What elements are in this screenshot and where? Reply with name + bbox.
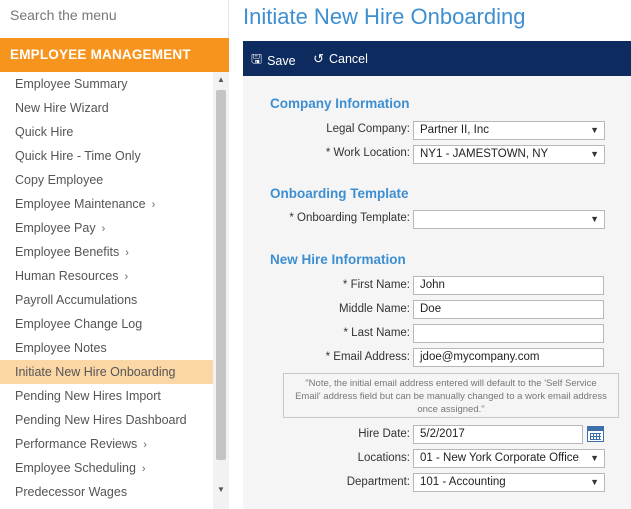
scroll-thumb[interactable]	[216, 90, 226, 460]
chevron-right-icon: ›	[125, 247, 129, 259]
sidebar-item-new-hire-wizard[interactable]	[0, 96, 213, 120]
undo-icon: ↺	[313, 51, 324, 66]
middle-name-field[interactable]: Doe	[413, 300, 604, 319]
email-note: "Note, the initial email address entered will default to the 'Self Service Email' address field but can be manually changed to a work email address once assigned."	[283, 373, 619, 418]
calendar-icon[interactable]	[587, 426, 604, 442]
last-name-label: * Last Name:	[343, 327, 410, 339]
sidebar-item-label: Employee Summary	[15, 77, 128, 91]
scroll-down-arrow-icon[interactable]: ▼	[217, 485, 225, 494]
locations-select[interactable]	[413, 449, 605, 468]
sidebar-item-label: Employee Change Log	[15, 317, 143, 331]
save-button[interactable]	[251, 50, 296, 72]
sidebar-item-label: Employee Scheduling	[15, 461, 136, 475]
floppy-disk-icon: 🖫	[251, 51, 263, 66]
sidebar-item-predecessor-wages[interactable]	[0, 480, 213, 504]
chevron-right-icon: ›	[143, 439, 147, 451]
sidebar-item-label: Copy Employee	[15, 173, 104, 187]
scroll-up-arrow-icon[interactable]: ▲	[217, 75, 225, 84]
section-header-employee-management[interactable]: EMPLOYEE MANAGEMENT	[0, 38, 229, 72]
first-name-label: * First Name:	[342, 279, 410, 291]
sidebar-item-employee-pay[interactable]	[0, 216, 213, 240]
legal-company-label: Legal Company:	[326, 123, 410, 135]
chevron-right-icon: ›	[151, 199, 156, 211]
caret-down-icon: ▼	[590, 477, 599, 487]
sidebar-menu	[0, 72, 213, 509]
sidebar-item-label: Employee Benefits	[15, 245, 120, 259]
legal-company-value: Partner II, Inc	[420, 124, 490, 136]
cancel-button[interactable]	[313, 51, 368, 67]
sidebar-item-label: Pending New Hires Dashboard	[15, 413, 187, 427]
email-address-label: * Email Address:	[325, 351, 410, 363]
save-label: Save	[267, 54, 296, 68]
onboarding-form	[243, 76, 631, 509]
section-title-company-information: Company Information	[270, 96, 410, 111]
page-title: Initiate New Hire Onboarding	[243, 4, 526, 29]
caret-down-icon: ▼	[590, 214, 599, 224]
section-title-new-hire-information: New Hire Information	[270, 252, 406, 267]
sidebar-item-employee-notes[interactable]	[0, 336, 213, 360]
sidebar-item-pending-new-hires-dashboard[interactable]	[0, 408, 213, 432]
main-content	[243, 0, 631, 509]
onboarding-template-label: * Onboarding Template:	[289, 212, 410, 224]
sidebar-item-label: Human Resources	[15, 269, 119, 283]
sidebar-item-label: Employee Maintenance	[15, 197, 146, 211]
legal-company-select[interactable]	[413, 121, 605, 140]
sidebar-item-label: Quick Hire - Time Only	[15, 149, 141, 163]
sidebar-item-initiate-new-hire-onboarding[interactable]	[0, 360, 213, 384]
sidebar-item-quick-hire[interactable]	[0, 120, 213, 144]
sidebar-item-label: Predecessor Wages	[15, 485, 128, 499]
sidebar-item-employee-change-log[interactable]	[0, 312, 213, 336]
department-value: 101 - Accounting	[420, 476, 506, 488]
first-name-field[interactable]: John	[413, 276, 604, 295]
department-label: Department:	[346, 476, 410, 488]
sidebar-item-label: Pending New Hires Import	[15, 389, 161, 403]
sidebar-item-label: Performance Reviews	[15, 437, 138, 451]
sidebar-item-label: Employee Notes	[15, 341, 107, 355]
sidebar-item-label: Quick Hire	[15, 125, 74, 139]
work-location-value: NY1 - JAMESTOWN, NY	[420, 148, 549, 160]
sidebar-scrollbar[interactable]	[213, 72, 229, 509]
chevron-right-icon: ›	[141, 463, 146, 475]
chevron-right-icon: ›	[101, 223, 106, 235]
locations-label: Locations:	[357, 452, 410, 464]
search-box	[0, 0, 228, 34]
middle-name-label: Middle Name:	[339, 303, 410, 315]
sidebar-item-quick-hire-time-only[interactable]	[0, 144, 213, 168]
sidebar-item-employee-summary[interactable]	[0, 72, 213, 96]
sidebar-item-performance-reviews[interactable]	[0, 432, 213, 456]
email-address-field[interactable]: jdoe@mycompany.com	[413, 348, 604, 367]
sidebar-item-label: Employee Pay	[15, 221, 96, 235]
last-name-field[interactable]	[413, 324, 604, 343]
hire-date-field[interactable]: 5/2/2017	[413, 425, 583, 444]
sidebar-item-employee-scheduling[interactable]	[0, 456, 213, 480]
section-title-onboarding-template: Onboarding Template	[270, 186, 409, 201]
sidebar-item-pending-new-hires-import[interactable]	[0, 384, 213, 408]
chevron-right-icon: ›	[124, 271, 129, 283]
caret-down-icon: ▼	[590, 149, 599, 159]
hire-date-label: Hire Date:	[358, 428, 410, 440]
work-location-select[interactable]	[413, 145, 605, 164]
caret-down-icon: ▼	[590, 125, 599, 135]
sidebar-item-human-resources[interactable]	[0, 264, 213, 288]
sidebar-item-copy-employee[interactable]	[0, 168, 213, 192]
sidebar-item-employee-benefits[interactable]	[0, 240, 213, 264]
work-location-label: * Work Location:	[325, 147, 410, 159]
cancel-label: Cancel	[328, 52, 368, 66]
locations-value: 01 - New York Corporate Office	[420, 452, 579, 464]
department-select[interactable]	[413, 473, 605, 492]
sidebar-item-employee-maintenance[interactable]	[0, 192, 213, 216]
sidebar	[0, 0, 229, 509]
onboarding-template-select[interactable]	[413, 210, 605, 229]
sidebar-item-label: Initiate New Hire Onboarding	[15, 365, 176, 379]
sidebar-item-payroll-accumulations[interactable]	[0, 288, 213, 312]
toolbar	[243, 41, 631, 76]
sidebar-item-label: Payroll Accumulations	[15, 293, 138, 307]
caret-down-icon: ▼	[590, 453, 599, 463]
sidebar-item-label: New Hire Wizard	[15, 101, 109, 115]
search-input[interactable]	[10, 7, 218, 23]
